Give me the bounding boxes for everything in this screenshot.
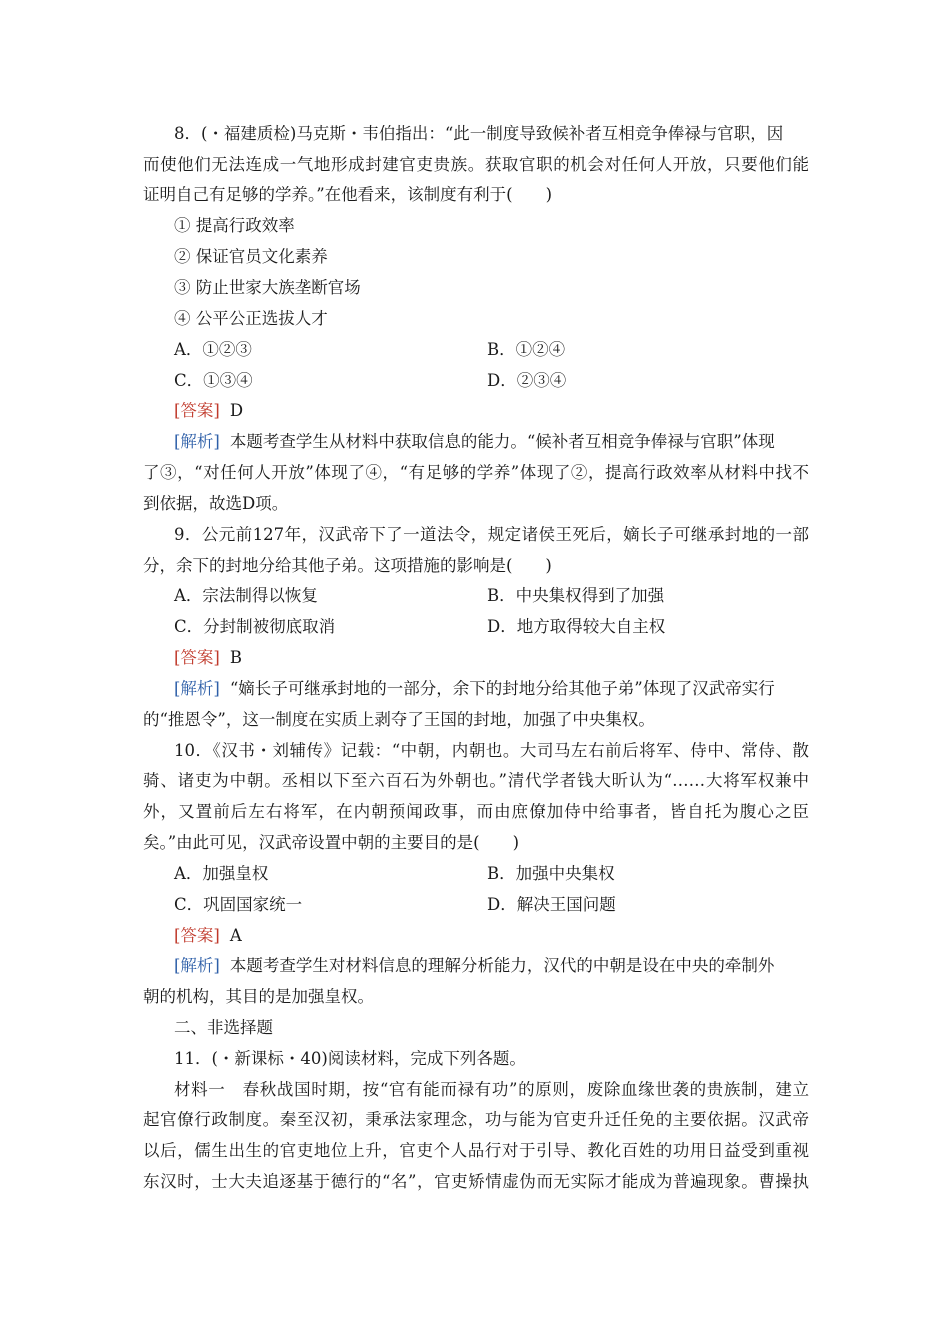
answer-value: B	[229, 648, 243, 667]
q8-item-3: ③ 防止世家大族垄断官场	[174, 278, 361, 297]
q8-item-1: ① 提高行政效率	[174, 216, 295, 235]
q8-item-2: ② 保证官员文化素养	[174, 247, 328, 266]
q8-item-4: ④ 公平公正选拔人才	[174, 309, 328, 328]
answer-value: A	[229, 926, 242, 945]
q9-option-a: A．宗法制得以恢复	[174, 586, 318, 605]
answer-value: D	[229, 401, 244, 420]
answer-tag: [答案]	[174, 401, 220, 420]
q9-analysis-line-1	[174, 678, 809, 700]
q8-analysis-line-2: 了③，“对任何人开放”体现了④，“有足够的学养”体现了②，提高行政效率从材料中找不	[143, 463, 809, 482]
q9-option-b: B．中央集权得到了加强	[487, 586, 665, 605]
q8-option-d: D．②③④	[487, 371, 567, 390]
q10-option-c: C．巩固国家统一	[174, 895, 303, 914]
q10-analysis-line-2: 朝的机构，其目的是加强皇权。	[143, 987, 374, 1006]
q10-option-b: B．加强中央集权	[487, 864, 615, 883]
q8-answer	[174, 400, 840, 422]
q10-stem-line-2: 骑、诸吏为中朝。丞相以下至六百石为外朝也。”清代学者钱大昕认为“……大将军权兼中	[143, 771, 809, 790]
analysis-text: 本题考查学生对材料信息的理解分析能力，汉代的中朝是设在中央的牵制外	[229, 956, 775, 975]
answer-tag: [答案]	[174, 648, 220, 667]
q8-analysis-line-3: 到依据，故选D项。	[143, 494, 289, 513]
q11-material-line-1: 材料一 春秋战国时期，按“官有能而禄有功”的原则，废除血缘世袭的贵族制，建立	[174, 1080, 809, 1099]
q9-option-c: C．分封制被彻底取消	[174, 617, 336, 636]
q8-stem-line-1: 8．(・福建质检)马克斯・韦伯指出：“此一制度导致候补者互相竞争俸禄与官职，因	[174, 124, 784, 143]
q9-answer	[174, 647, 840, 669]
q8-option-c: C．①③④	[174, 371, 253, 390]
q8-stem-line-2: 而使他们无法连成一气地形成封建官吏贵族。获取官职的机会对任何人开放，只要他们能	[143, 155, 809, 174]
q8-stem-line-3: 证明自己有足够的学养。”在他看来，该制度有利于( )	[143, 185, 553, 204]
analysis-tag: [解析]	[174, 432, 220, 451]
q11-material-line-3: 以后，儒生出生的官吏地位上升，官吏个人品行对于引导、教化百姓的功用日益受到重视	[143, 1141, 809, 1160]
q8-analysis-line-1	[174, 431, 809, 453]
q10-option-d: D．解决王国问题	[487, 895, 616, 914]
q10-stem-line-1: 10．《汉书・刘辅传》记载：“中朝，内朝也。大司马左右前后将军、侍中、常侍、散	[174, 741, 809, 760]
q9-stem-line-1: 9．公元前127年，汉武帝下了一道法令，规定诸侯王死后，嫡长子可继承封地的一部	[174, 525, 809, 544]
q9-stem-line-2: 分，余下的封地分给其他子弟。这项措施的影响是( )	[143, 556, 552, 575]
q8-option-b: B．①②④	[487, 340, 566, 359]
section-heading: 二、非选择题	[174, 1018, 273, 1037]
answer-tag: [答案]	[174, 926, 220, 945]
q10-stem-line-3: 外，又置前后左右将军，在内朝预闻政事，而由庶僚加侍中给事者，皆自托为腹心之臣	[143, 802, 809, 821]
q11-material-line-2: 起官僚行政制度。秦至汉初，秉承法家理念，功与能为官吏升迁任免的主要依据。汉武帝	[143, 1110, 809, 1129]
analysis-tag: [解析]	[174, 679, 220, 698]
q9-analysis-line-2: 的“推恩令”，这一制度在实质上剥夺了王国的封地，加强了中央集权。	[143, 710, 655, 729]
q8-option-a: A．①②③	[174, 340, 252, 359]
q10-analysis-line-1	[174, 955, 809, 977]
q10-option-a: A．加强皇权	[174, 864, 269, 883]
analysis-text: 本题考查学生从材料中获取信息的能力。“候补者互相竞争俸禄与官职”体现	[229, 432, 775, 451]
q11-material-line-4: 东汉时，士大夫追逐基于德行的“名”，官吏矫情虚伪而无实际才能成为普遍现象。曹操执	[143, 1172, 809, 1191]
analysis-text: “嫡长子可继承封地的一部分，余下的封地分给其他子弟”体现了汉武帝实行	[229, 679, 775, 698]
q10-stem-line-4: 矣。”由此可见，汉武帝设置中朝的主要目的是( )	[143, 833, 520, 852]
analysis-tag: [解析]	[174, 956, 220, 975]
q9-option-d: D．地方取得较大自主权	[487, 617, 666, 636]
q10-answer	[174, 925, 840, 947]
q11-stem: 11．(・新课标・40)阅读材料，完成下列各题。	[174, 1049, 526, 1068]
